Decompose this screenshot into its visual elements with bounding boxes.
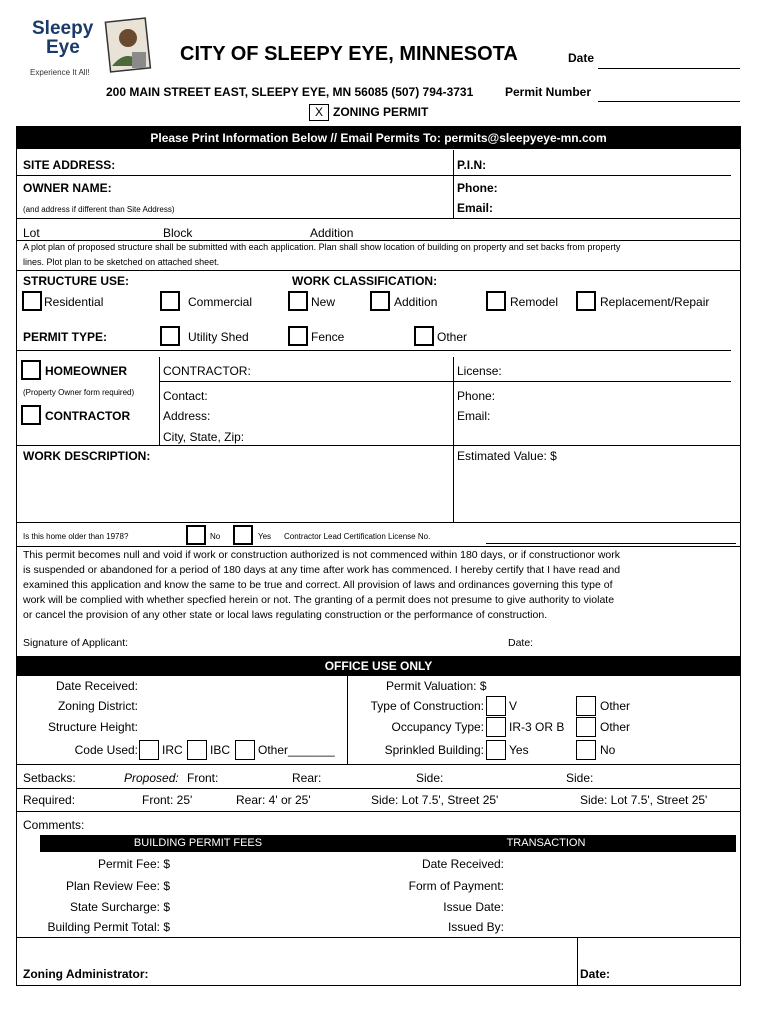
addition-label: Addition bbox=[310, 226, 354, 240]
signature-label: Signature of Applicant: bbox=[23, 637, 129, 649]
homeowner-label: HOMEOWNER bbox=[45, 364, 127, 378]
contractor-address-label: Address: bbox=[163, 409, 211, 423]
homeowner-checkbox[interactable] bbox=[21, 360, 41, 380]
permit-number-line[interactable] bbox=[598, 101, 740, 102]
permit-total-label: Building Permit Total: $ bbox=[47, 920, 170, 934]
plot-note-1: A plot plan of proposed structure shall be submitted with each application. Plan shall show location of building on property and set backs from property bbox=[23, 242, 621, 252]
sprinkled-label: Sprinkled Building: bbox=[384, 743, 484, 757]
setbacks-line bbox=[16, 788, 741, 789]
fence-checkbox[interactable] bbox=[288, 326, 308, 346]
contractor-email-label: Email: bbox=[457, 409, 491, 423]
owner-note: (and address if different than Site Address) bbox=[23, 205, 175, 214]
structure-height-label: Structure Height: bbox=[47, 720, 138, 734]
type-v-label: V bbox=[509, 699, 518, 713]
residential-checkbox[interactable] bbox=[22, 291, 42, 311]
proposed-rear-label: Rear: bbox=[292, 771, 322, 785]
replacement-checkbox[interactable] bbox=[576, 291, 596, 311]
contact-label: Contact: bbox=[163, 389, 208, 403]
addition-work-label: Addition bbox=[394, 295, 438, 309]
sprinkled-yes-checkbox[interactable] bbox=[486, 740, 506, 760]
type-construction-label: Type of Construction: bbox=[370, 699, 484, 713]
required-label: Required: bbox=[23, 793, 76, 807]
structure-use-heading: STRUCTURE USE: bbox=[23, 274, 130, 288]
type-other-label: Other bbox=[600, 699, 631, 713]
code-other-checkbox[interactable] bbox=[235, 740, 255, 760]
contractor-checkbox[interactable] bbox=[21, 405, 41, 425]
office-line bbox=[16, 764, 741, 765]
zoning-permit-label: ZONING PERMIT bbox=[333, 105, 429, 119]
type-v-checkbox[interactable] bbox=[486, 696, 506, 716]
license-label: License: bbox=[457, 364, 502, 378]
site-address-label: SITE ADDRESS: bbox=[23, 158, 116, 172]
owner-email-label: Email: bbox=[457, 201, 494, 215]
homeowner-note: (Property Owner form required) bbox=[23, 388, 135, 397]
issued-by-label: Issued By: bbox=[447, 920, 504, 934]
proposed-side-1-label: Side: bbox=[416, 771, 444, 785]
work-classification-heading: WORK CLASSIFICATION: bbox=[292, 274, 438, 288]
logo-graphic-icon bbox=[98, 16, 158, 78]
ibc-checkbox[interactable] bbox=[187, 740, 207, 760]
zoning-district-label: Zoning District: bbox=[57, 699, 138, 713]
logo-tagline: Experience It All! bbox=[30, 68, 90, 77]
date-received-label: Date Received: bbox=[55, 679, 138, 693]
occupancy-other-checkbox[interactable] bbox=[576, 717, 596, 737]
building-fees-banner: BUILDING PERMIT FEES bbox=[40, 835, 356, 852]
sprinkled-yes-label: Yes bbox=[509, 743, 529, 757]
permit-type-line bbox=[16, 350, 731, 351]
transaction-banner: TRANSACTION bbox=[356, 835, 736, 852]
site-line bbox=[16, 175, 731, 176]
proposed-label: Proposed: bbox=[124, 771, 179, 785]
contractor-line bbox=[159, 381, 731, 382]
occupancy-other-label: Other bbox=[600, 720, 631, 734]
required-rear-label: Rear: 4' or 25' bbox=[236, 793, 311, 807]
terms-line-1: This permit becomes null and void if work or construction authorized is not commenced within 180 days, or if constructionor work bbox=[23, 549, 621, 561]
site-divider bbox=[453, 150, 454, 218]
logo-word-sleepy: Sleepy bbox=[32, 18, 94, 39]
issue-date-label: Issue Date: bbox=[443, 900, 504, 914]
new-label: New bbox=[311, 295, 336, 309]
older-than-1978-label: Is this home older than 1978? bbox=[23, 532, 129, 541]
fees-line bbox=[16, 937, 741, 938]
zoning-admin-label: Zoning Administrator: bbox=[23, 967, 149, 981]
permit-other-checkbox[interactable] bbox=[414, 326, 434, 346]
date-line[interactable] bbox=[598, 68, 740, 69]
owner-line bbox=[16, 218, 741, 219]
lead-cert-label: Contractor Lead Certification License No. bbox=[284, 532, 431, 541]
work-description-label: WORK DESCRIPTION: bbox=[23, 449, 151, 463]
transaction-date-label: Date Received: bbox=[421, 857, 504, 871]
older-no-checkbox[interactable] bbox=[186, 525, 206, 545]
permit-other-label: Other bbox=[437, 330, 468, 344]
required-line bbox=[16, 811, 741, 812]
occupancy-ir3-checkbox[interactable] bbox=[486, 717, 506, 737]
remodel-checkbox[interactable] bbox=[486, 291, 506, 311]
page-title: CITY OF SLEEPY EYE, MINNESOTA bbox=[180, 43, 518, 65]
code-other-label: Other_______ bbox=[258, 743, 335, 757]
older-yes-checkbox[interactable] bbox=[233, 525, 253, 545]
commercial-checkbox[interactable] bbox=[160, 291, 180, 311]
new-checkbox[interactable] bbox=[288, 291, 308, 311]
office-use-banner: OFFICE USE ONLY bbox=[16, 656, 741, 676]
zoning-permit-checkbox[interactable] bbox=[309, 104, 329, 121]
code-used-label: Code Used: bbox=[74, 743, 138, 757]
owner-phone-label: Phone: bbox=[457, 181, 498, 195]
plot-line bbox=[16, 270, 741, 271]
admin-date-label: Date: bbox=[580, 967, 611, 981]
fence-label: Fence bbox=[311, 330, 345, 344]
terms-line-2: is suspended or abandoned for a period of 180 days at any time after work has commenced. I hereby certify that I have read and bbox=[23, 564, 621, 576]
older-line bbox=[16, 546, 741, 547]
plot-note-2: lines. Plot plan to be sketched on attached sheet. bbox=[23, 257, 220, 267]
utility-shed-label: Utility Shed bbox=[188, 330, 249, 344]
block-label: Block bbox=[163, 226, 193, 240]
irc-checkbox[interactable] bbox=[139, 740, 159, 760]
contractor-checkbox-label: CONTRACTOR bbox=[45, 409, 131, 423]
signature-date-label: Date: bbox=[508, 637, 534, 649]
office-divider bbox=[347, 676, 348, 764]
applicant-divider-left bbox=[159, 357, 160, 445]
required-side-1-label: Side: Lot 7.5', Street 25' bbox=[371, 793, 499, 807]
ibc-label: IBC bbox=[210, 743, 231, 757]
proposed-front-label: Front: bbox=[187, 771, 219, 785]
occupancy-type-label: Occupancy Type: bbox=[391, 720, 484, 734]
terms-line-3: examined this application and know the same to be true and correct. All provision of laws and ordinances governing this type of bbox=[23, 579, 613, 591]
permit-fee-label: Permit Fee: $ bbox=[97, 857, 170, 871]
owner-name-label: OWNER NAME: bbox=[23, 181, 112, 195]
contractor-label: CONTRACTOR: bbox=[163, 364, 251, 378]
sprinkled-no-checkbox[interactable] bbox=[576, 740, 596, 760]
form-of-payment-label: Form of Payment: bbox=[408, 879, 504, 893]
applicant-line bbox=[16, 445, 741, 446]
date-label: Date bbox=[568, 51, 595, 65]
type-other-checkbox[interactable] bbox=[576, 696, 596, 716]
plan-review-fee-label: Plan Review Fee: $ bbox=[65, 879, 170, 893]
commercial-label: Commercial bbox=[188, 295, 253, 309]
replacement-label: Replacement/Repair bbox=[600, 295, 710, 309]
occupancy-ir3-label: IR-3 OR B bbox=[509, 720, 565, 734]
city-state-zip-label: City, State, Zip: bbox=[163, 430, 245, 444]
pin-label: P.I.N: bbox=[457, 158, 487, 172]
estimated-value-label: Estimated Value: $ bbox=[457, 449, 557, 463]
admin-divider bbox=[577, 937, 578, 985]
older-yes-label: Yes bbox=[258, 532, 272, 541]
remodel-label: Remodel bbox=[510, 295, 559, 309]
terms-line-4: work will be complied with whether specfied herein or not. The granting of a permit does not presume to give authority to violate bbox=[23, 594, 615, 606]
permit-number-label: Permit Number bbox=[505, 85, 592, 99]
permit-valuation-label: Permit Valuation: $ bbox=[386, 679, 487, 693]
zoning-permit-mark: X bbox=[314, 105, 323, 119]
city-logo bbox=[28, 14, 160, 80]
logo-word-eye: Eye bbox=[46, 37, 80, 58]
lead-cert-line[interactable] bbox=[486, 543, 736, 544]
info-banner: Please Print Information Below // Email Permits To: permits@sleepyeye-mn.com bbox=[16, 127, 741, 149]
terms-line-5: or cancel the provision of any other state or local laws regulating construction or the performance of construction. bbox=[23, 609, 548, 621]
setbacks-label: Setbacks: bbox=[23, 771, 76, 785]
required-side-2-label: Side: Lot 7.5', Street 25' bbox=[580, 793, 708, 807]
sprinkled-no-label: No bbox=[600, 743, 616, 757]
addition-checkbox[interactable] bbox=[370, 291, 390, 311]
proposed-side-2-label: Side: bbox=[566, 771, 594, 785]
lot-line bbox=[16, 240, 741, 241]
comments-label: Comments: bbox=[23, 818, 85, 832]
required-front-label: Front: 25' bbox=[142, 793, 193, 807]
city-address: 200 MAIN STREET EAST, SLEEPY EYE, MN 56085 (507) 794-3731 bbox=[106, 85, 474, 99]
permit-type-heading: PERMIT TYPE: bbox=[23, 330, 108, 344]
contractor-phone-label: Phone: bbox=[457, 389, 496, 403]
irc-label: IRC bbox=[162, 743, 183, 757]
residential-label: Residential bbox=[44, 295, 104, 309]
lot-label: Lot bbox=[23, 226, 40, 240]
older-no-label: No bbox=[210, 532, 221, 541]
state-surcharge-label: State Surcharge: $ bbox=[69, 900, 170, 914]
work-line bbox=[16, 522, 741, 523]
utility-shed-checkbox[interactable] bbox=[160, 326, 180, 346]
